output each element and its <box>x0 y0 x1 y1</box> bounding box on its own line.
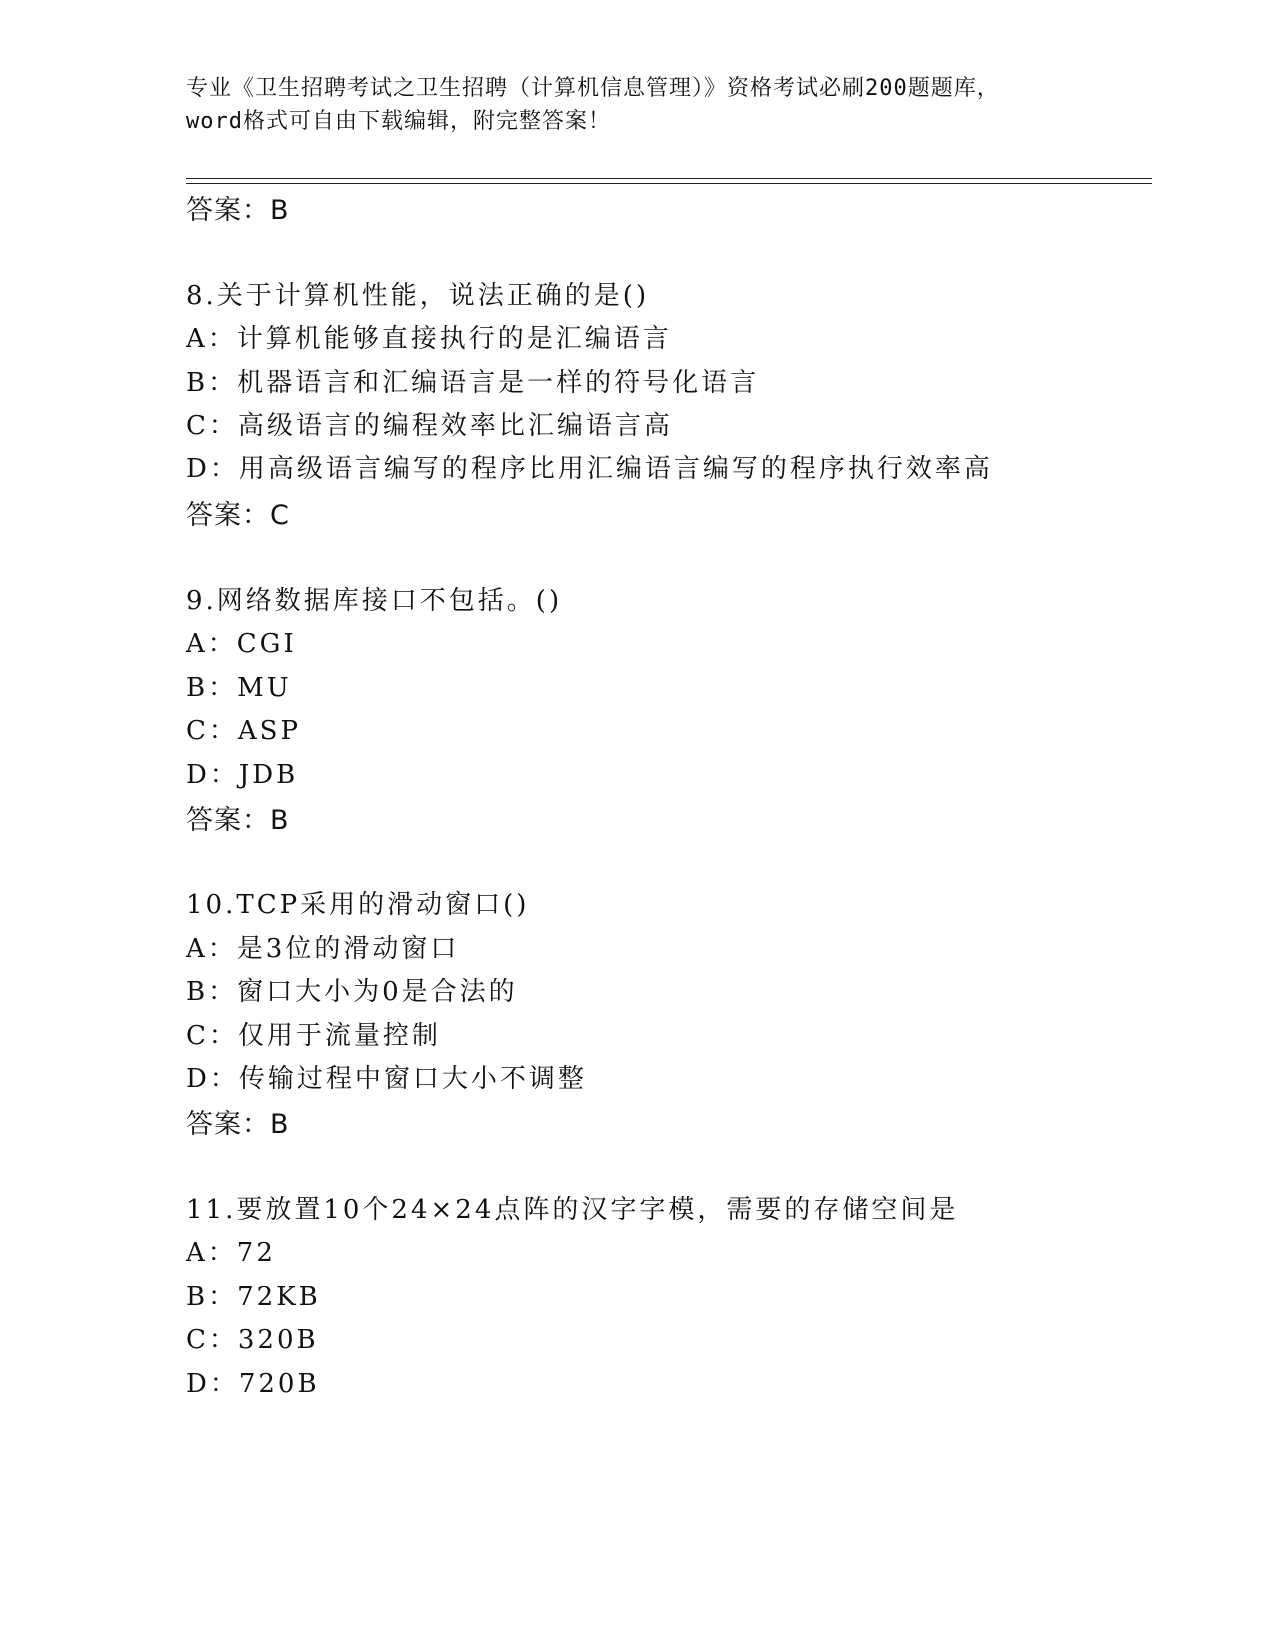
answer-line: 答案：B <box>186 1109 290 1140</box>
question-line: A：是3位的滑动窗口 <box>186 934 460 964</box>
question-line: C：320B <box>186 1325 319 1355</box>
question-line: C：仅用于流量控制 <box>186 1021 441 1051</box>
answer-line: 答案：B <box>186 195 290 226</box>
header-divider-bottom <box>186 183 1152 184</box>
question-line: D：720B <box>186 1369 320 1399</box>
header-line-1: 专业《卫生招聘考试之卫生招聘（计算机信息管理）》资格考试必刷200题题库， <box>186 76 1000 101</box>
question-line: 10.TCP采用的滑动窗口() <box>186 890 530 920</box>
header-line-2: word格式可自由下载编辑，附完整答案！ <box>186 109 611 134</box>
question-line: A：72 <box>186 1238 276 1268</box>
header-divider-top <box>186 178 1152 179</box>
question-line: D：JDB <box>186 760 299 790</box>
question-line: 9.网络数据库接口不包括。() <box>186 586 563 616</box>
answer-line: 答案：C <box>186 500 290 531</box>
question-line: B：机器语言和汇编语言是一样的符号化语言 <box>186 368 760 398</box>
question-line: C：高级语言的编程效率比汇编语言高 <box>186 411 673 441</box>
question-line: B：窗口大小为0是合法的 <box>186 977 518 1007</box>
question-line: D：传输过程中窗口大小不调整 <box>186 1064 587 1094</box>
question-line: A：计算机能够直接执行的是汇编语言 <box>186 324 672 354</box>
question-line: C：ASP <box>186 716 301 746</box>
question-line: A：CGI <box>186 629 297 659</box>
document-header <box>186 72 1086 138</box>
question-line: D：用高级语言编写的程序比用汇编语言编写的程序执行效率高 <box>186 454 993 484</box>
question-line: 8.关于计算机性能，说法正确的是() <box>186 281 650 311</box>
question-line: B：MU <box>186 673 292 703</box>
question-line: 11.要放置10个24×24点阵的汉字字模，需要的存储空间是 <box>186 1195 959 1225</box>
answer-line: 答案：B <box>186 805 290 836</box>
question-line: B：72KB <box>186 1282 321 1312</box>
